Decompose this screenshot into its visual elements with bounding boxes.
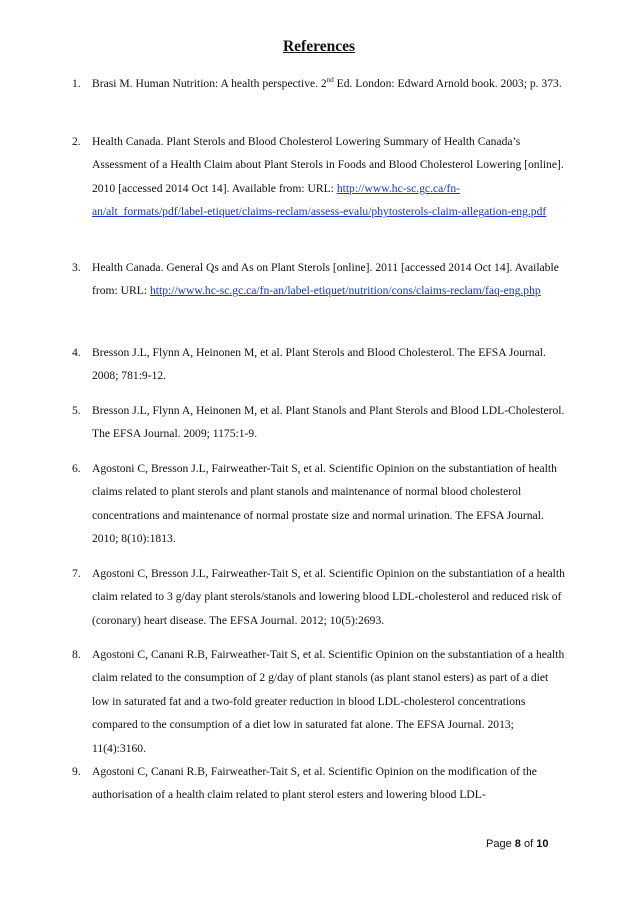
ordinal-suffix: nd [326,76,334,85]
reference-number: 5. [72,404,81,417]
reference-item [72,256,568,303]
reference-number: 4. [72,346,81,359]
reference-text: Health Canada. Plant Sterols and Blood Cholesterol Lowering Summary of Health Canada’s Assessment of a Health Claim about Plant Sterols in Foods and Blood Cholesterol Lowering [online]. 2010 [accessed 2014 Oct 14]. Available from: URL: [92,135,564,195]
reference-text: Agostoni C, Bresson J.L, Fairweather-Tait S, et al. Scientific Opinion on the substantiation of a health claim related to 3 g/day plant sterols/stanols and lowering blood LDL-cholesterol and reduced risk of (coronary) heart disease. The EFSA Journal. 2012; 10(5):2693. [92,567,565,627]
reference-item [72,457,568,551]
reference-item [72,130,568,224]
reference-item [72,399,568,446]
reference-text: Health Canada. General Qs and As on Plant Sterols [online]. 2011 [accessed 2014 Oct 14]. Available from: URL: [92,261,559,298]
reference-item [72,341,568,388]
reference-item [72,643,568,760]
reference-item [72,72,568,95]
reference-number: 8. [72,648,81,661]
reference-item [72,562,568,632]
reference-number: 6. [72,462,81,475]
reference-text-cont: Ed. London: Edward Arnold book. 2003; p. 373. [333,77,562,90]
of-word: of [523,838,534,850]
reference-text: Agostoni C, Bresson J.L, Fairweather-Tait S, et al. Scientific Opinion on the substantiation of health claims related to plant sterols and plant stanols and maintenance of normal blood cholesterol concentrations and maintenance of normal prostate size and normal urination. The EFSA Journal. 2010; 8(10):1813. [92,462,557,546]
reference-number: 2. [72,135,81,148]
reference-number: 9. [72,765,81,778]
reference-number: 1. [72,77,81,90]
page-footer [486,838,548,850]
reference-text: Agostoni C, Canani R.B, Fairweather-Tait S, et al. Scientific Opinion on the substantiation of a health claim related to the consumption of 2 g/day of plant stanols (as plant stanol esters) as part of a diet low in saturated fat and a two-fold greater reduction in blood LDL-cholesterol concentrations compared to the consumption of a diet low in saturated fat alone. The EFSA Journal. 2013; 11(4):3160. [92,648,565,755]
reference-link[interactable]: http://www.hc-sc.gc.ca/fn-an/label-etiquet/nutrition/cons/claims-reclam/faq-eng.php [149,284,541,298]
reference-text: Bresson J.L, Flynn A, Heinonen M, et al. Plant Stanols and Plant Sterols and Blood LDL-Cholesterol. The EFSA Journal. 2009; 1175:1-9. [92,404,565,441]
reference-text: Brasi M. Human Nutrition: A health perspective. 2 [92,77,327,90]
current-page: 8 [514,838,521,850]
reference-link[interactable]: http://www.hc-sc.gc.ca/fn-an/alt_formats/pdf/label-etiquet/claims-reclam/assess-evalu/phytosterols-claim-allegation-eng.pdf [92,181,547,219]
page-title: References [282,38,355,55]
reference-text: Agostoni C, Canani R.B, Fairweather-Tait S, et al. Scientific Opinion on the modification of the authorisation of a health claim related to plant sterol esters and lowering blood LDL- [92,765,537,802]
reference-number: 7. [72,567,81,580]
page-word: Page [486,838,512,850]
reference-text: Bresson J.L, Flynn A, Heinonen M, et al. Plant Sterols and Blood Cholesterol. The EFSA Journal. 2008; 781:9-12. [92,346,546,383]
total-pages: 10 [536,838,549,850]
reference-item [72,760,568,807]
reference-number: 3. [72,261,81,274]
